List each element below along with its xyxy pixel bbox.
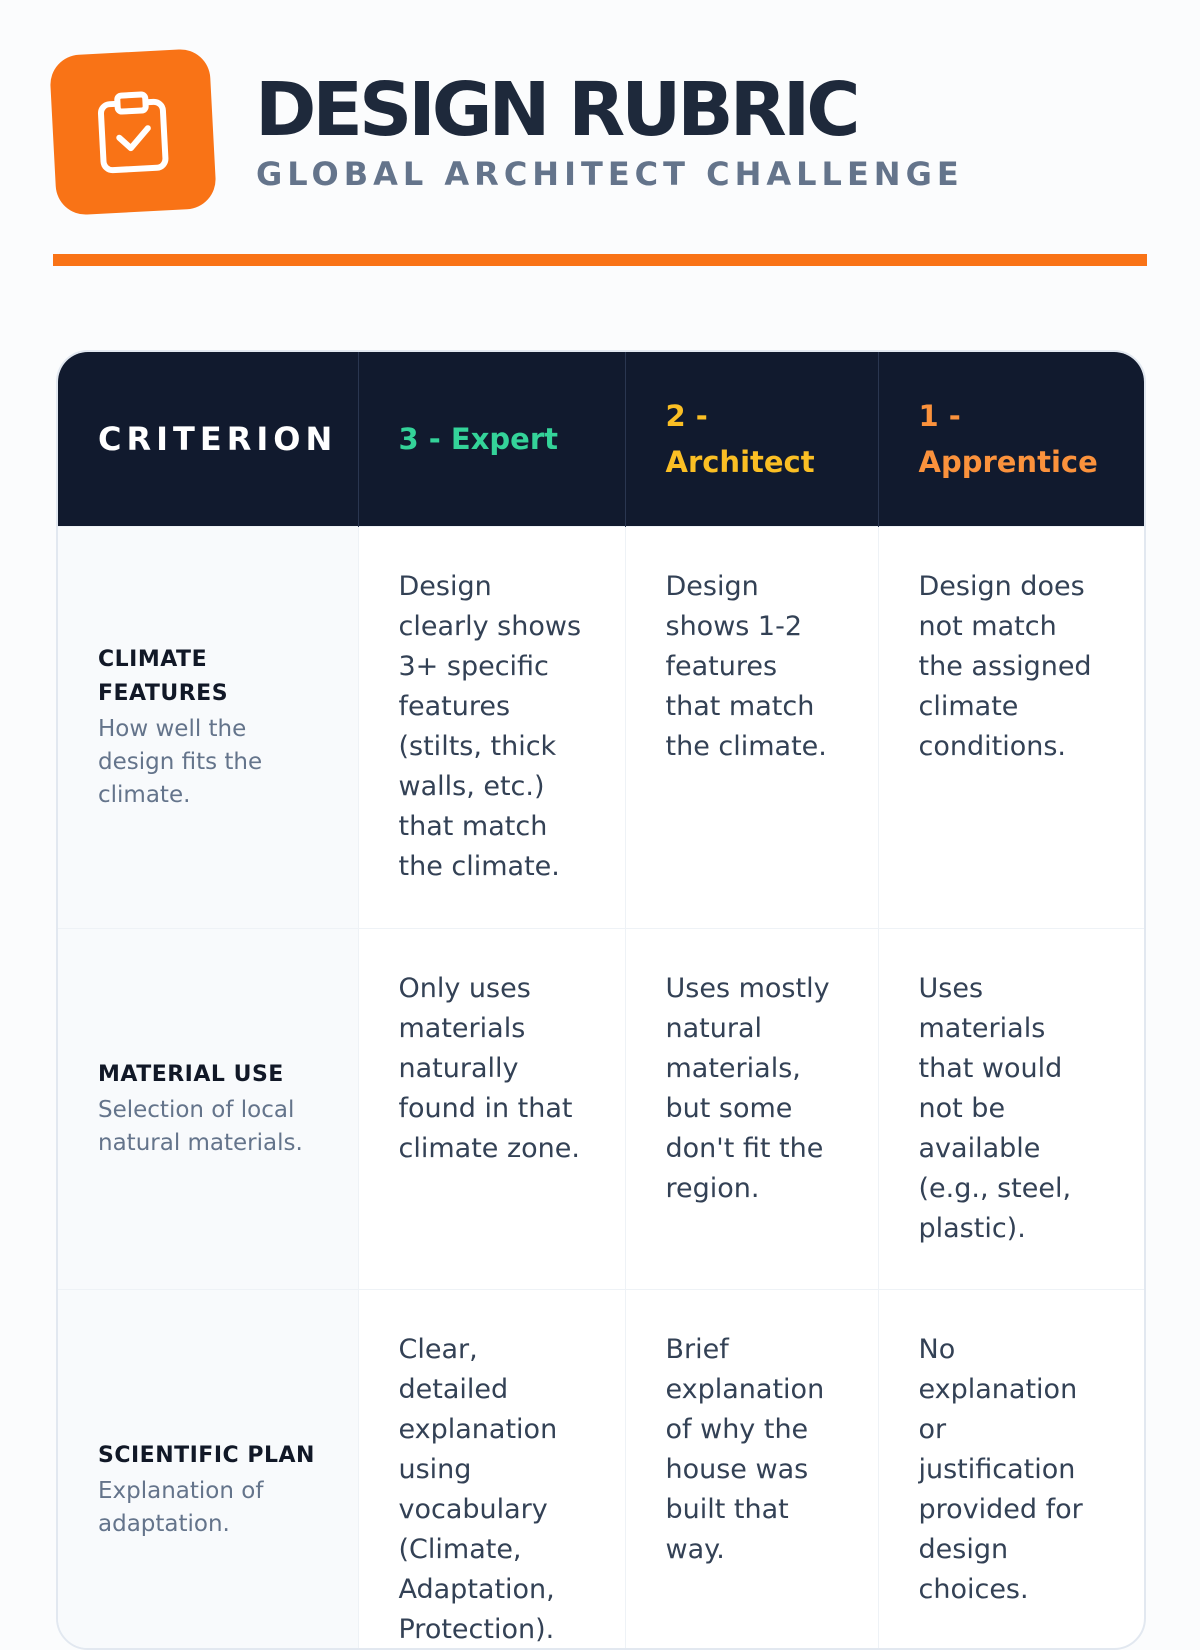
header-architect-label: 2 - Architect [665,398,815,479]
table-row [58,526,1146,928]
rubric-table [58,352,1146,1650]
header-divider [53,254,1147,266]
criterion-description: Selection of local natural materials. [98,1096,303,1156]
architect-cell: Brief explanation of why the house was built that way. [625,1289,878,1650]
criterion-description: How well the design fits the climate. [98,715,263,808]
header-expert-label: 3 - Expert [398,421,559,456]
architect-cell: Design shows 1-2 features that match the climate. [625,526,878,928]
header-apprentice-label: 1 - Apprentice [918,398,1098,479]
criterion-cell [58,526,358,928]
criterion-name: CLIMATE FEATURES [98,646,229,706]
header-criterion-label: CRITERION [98,419,338,458]
header-level-1 [878,352,1146,526]
table-header-row [58,352,1146,526]
page-title: DESIGN RUBRIC [255,67,857,153]
table-row [58,928,1146,1289]
clipboard-check-icon [95,89,171,175]
table-row [58,1289,1146,1650]
criterion-description: Explanation of adaptation. [98,1477,264,1537]
criterion-name: MATERIAL USE [98,1061,284,1087]
logo-badge [49,48,217,216]
rubric-card [56,350,1146,1650]
criterion-cell [58,928,358,1289]
header-criterion [58,352,358,526]
apprentice-cell: Design does not match the assigned climate conditions. [878,526,1146,928]
header-level-3 [358,352,625,526]
page-header [53,52,1147,272]
criterion-cell [58,1289,358,1650]
criterion-name: SCIENTIFIC PLAN [98,1442,315,1468]
architect-cell: Uses mostly natural materials, but some don't fit the region. [625,928,878,1289]
apprentice-cell: Uses materials that would not be available (e.g., steel, plastic). [878,928,1146,1289]
page-subtitle: GLOBAL ARCHITECT CHALLENGE [256,155,964,193]
header-level-2 [625,352,878,526]
expert-cell: Only uses materials naturally found in that climate zone. [358,928,625,1289]
apprentice-cell: No explanation or justification provided for design choices. [878,1289,1146,1650]
expert-cell: Clear, detailed explanation using vocabulary (Climate, Adaptation, Protection). [358,1289,625,1650]
expert-cell: Design clearly shows 3+ specific features (stilts, thick walls, etc.) that match the climate. [358,526,625,928]
